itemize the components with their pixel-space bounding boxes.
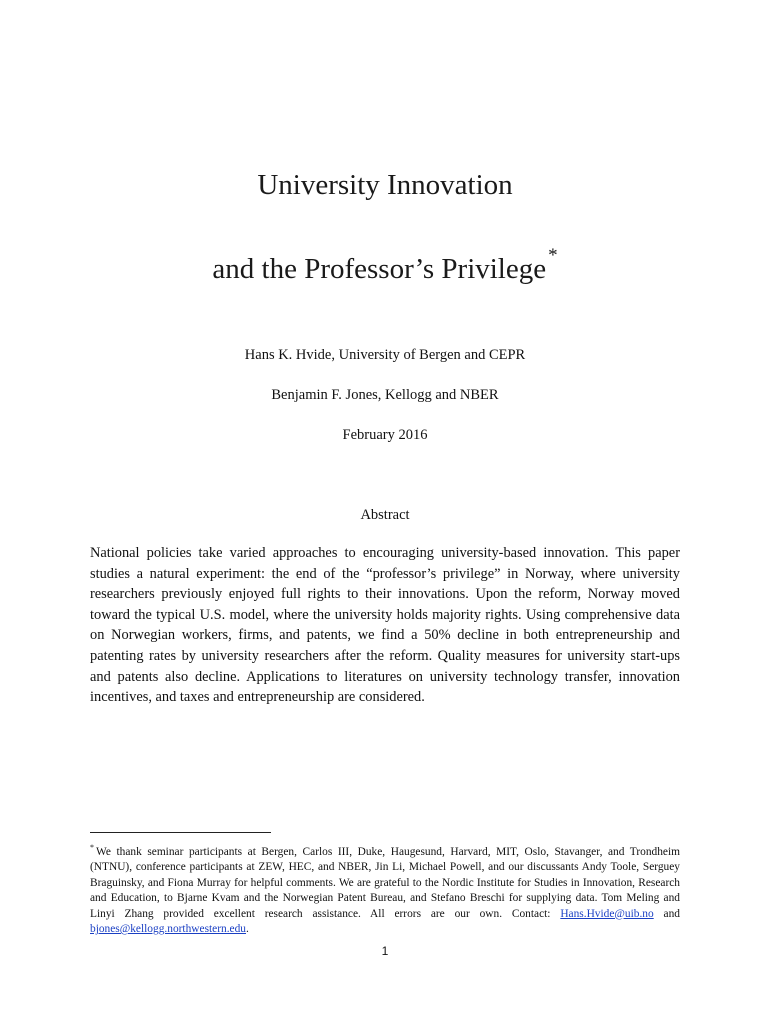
email-link-hvide[interactable]: Hans.Hvide@uib.no bbox=[560, 907, 654, 920]
footnote-text: We thank seminar participants at Bergen, Carlos III, Duke, Haugesund, Harvard, MIT, Oslo, Stavanger, and Trondheim (NTNU), conference participants at ZEW, HEC, and NBER, Jin Li, Michael Powell, and our discussants Andy Toole, Serguey Braguinsky, and Fiona Murray for helpful comments. We are grateful to the Nordic Institute for Studies in Innovation, Research and Education, to Bjarne Kvam and the Norwegian Patent Bureau, and Stefano Breschi for supplying data. Tom Meling and Linyi Zhang provided excellent research assistance. All errors are our own. Contact: bbox=[90, 846, 680, 920]
paper-title-text: and the Professor’s Privilege bbox=[212, 253, 547, 285]
footnote-separator bbox=[90, 832, 271, 833]
abstract-heading: Abstract bbox=[360, 507, 410, 523]
publication-date: February 2016 bbox=[342, 427, 428, 443]
abstract-body: National policies take varied approaches to encouraging university-based innovation. This paper studies a natural experiment: the end of the “professor’s privilege” in Norway, where university researchers previously enjoyed full rights to their innovations. Upon the reform, Norway moved toward the typical U.S. model, where the university holds majority rights. Using comprehensive data on Norwegian workers, firms, and patents, we find a 50% decline in both entrepreneurship and patenting rates by university researchers after the reform. Quality measures for university start-ups and patents also decline. Applications to literatures on university technology transfer, innovation incentives, and taxes and entrepreneurship are considered. bbox=[90, 545, 680, 706]
footnote-mark: * bbox=[90, 843, 94, 852]
author-2: Benjamin F. Jones, Kellogg and NBER bbox=[271, 387, 499, 403]
paper-title-line-1: University Innovation bbox=[257, 169, 513, 201]
footnote bbox=[90, 840, 680, 937]
email-link-jones[interactable]: bjones@kellogg.northwestern.edu bbox=[90, 923, 247, 936]
footnote-end: . bbox=[246, 923, 249, 936]
title-footnote-mark: * bbox=[548, 245, 558, 266]
page-number: 1 bbox=[381, 944, 389, 958]
author-1: Hans K. Hvide, University of Bergen and CEPR bbox=[244, 347, 526, 363]
footnote-conjunction: and bbox=[663, 907, 680, 920]
paper-title-line-2 bbox=[0, 238, 770, 287]
